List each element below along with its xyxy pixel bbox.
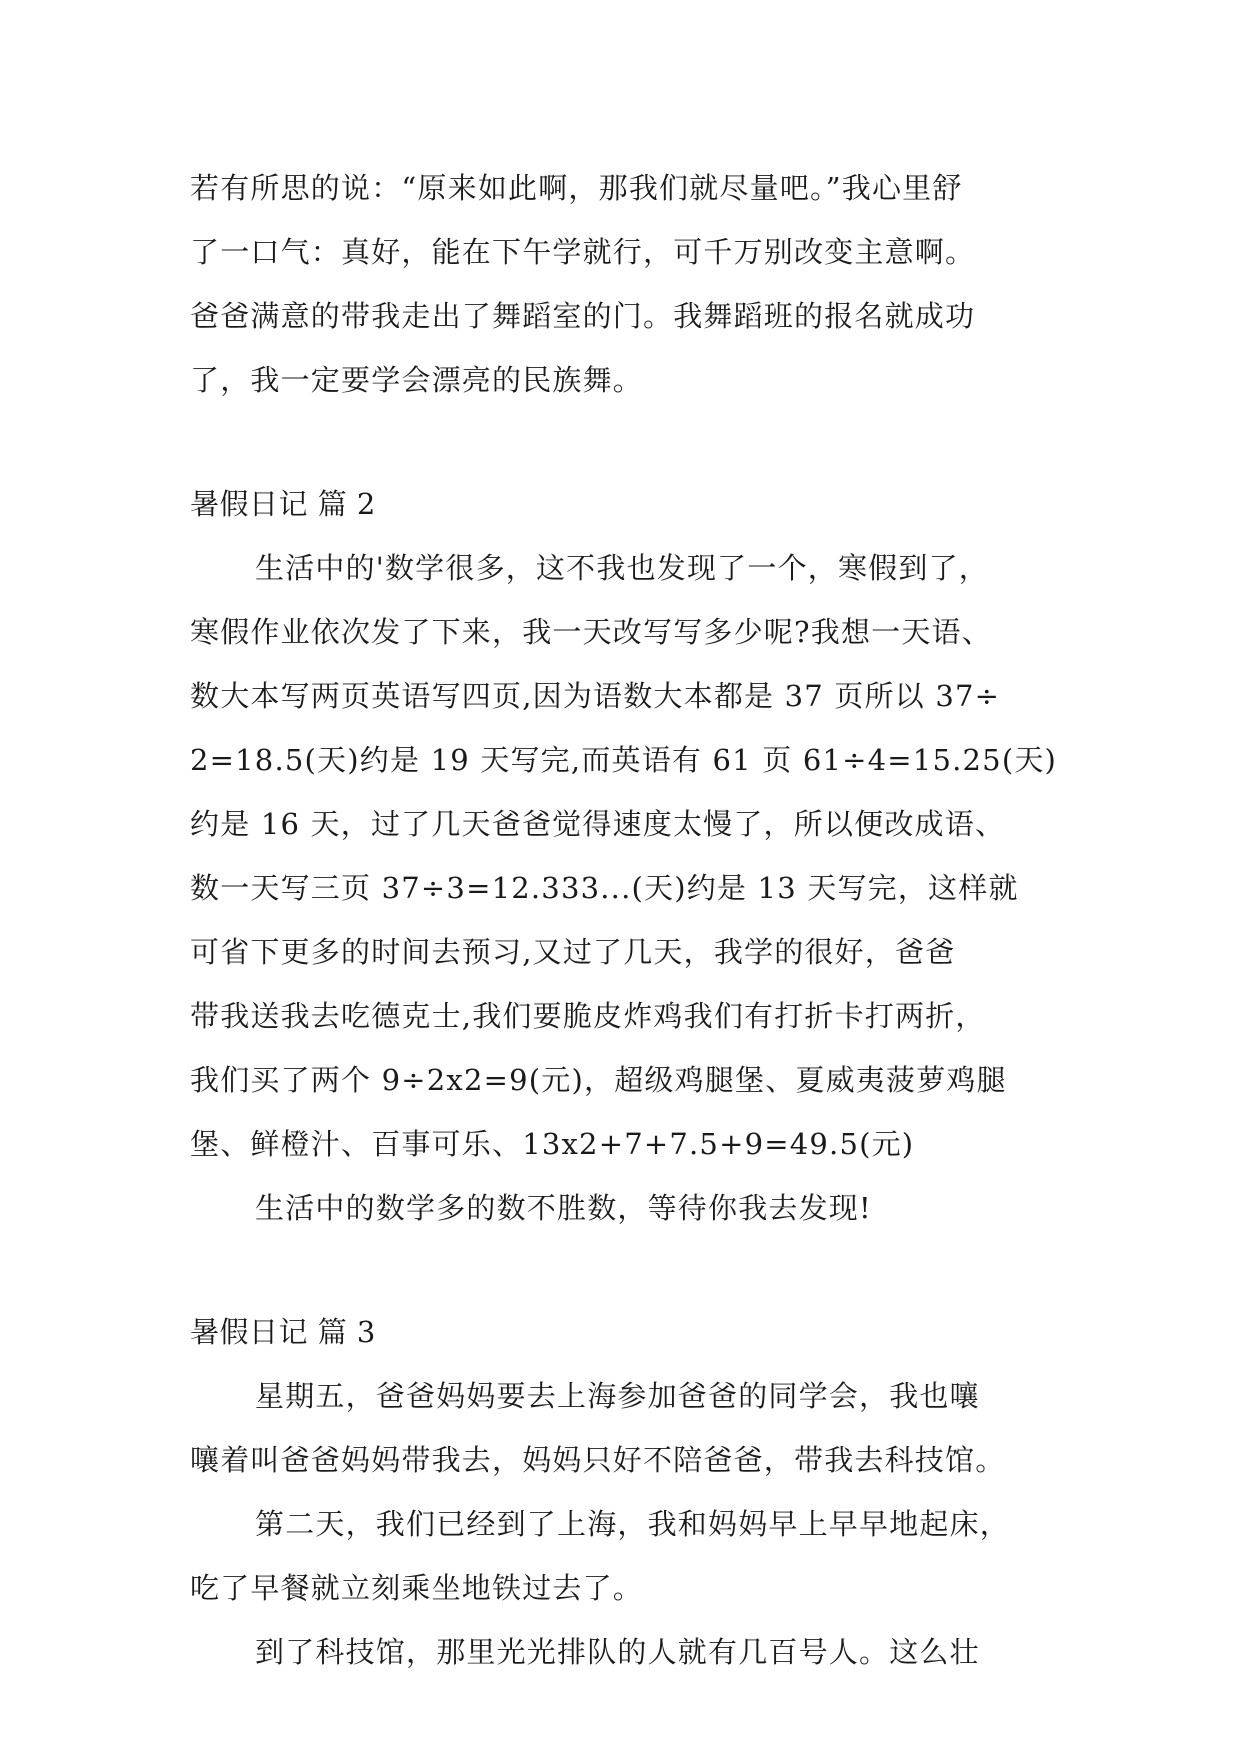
- paragraph-line: 第二天，我们已经到了上海，我和妈妈早上早早地起床，: [255, 1507, 1011, 1541]
- paragraph-line: 星期五，爸爸妈妈要去上海参加爸爸的同学会，我也嚷: [255, 1379, 980, 1413]
- paragraph-line: 我们买了两个 9÷2x2=9(元)，超级鸡腿堡、夏威夷菠萝鸡腿: [190, 1063, 1007, 1097]
- paragraph-line: 2=18.5(天)约是 19 天写完,而英语有 61 页 61÷4=15.25(天): [190, 743, 1058, 777]
- paragraph-line: 到了科技馆，那里光光排队的人就有几百号人。这么壮: [255, 1635, 980, 1669]
- paragraph-line: 生活中的'数学很多，这不我也发现了一个，寒假到了，: [255, 551, 989, 585]
- paragraph-line: 寒假作业依次发了下来，我一天改写写多少呢?我想一天语、: [190, 615, 992, 649]
- paragraph-line: 堡、鲜橙汁、百事可乐、13x2+7+7.5+9=49.5(元): [190, 1127, 915, 1161]
- section-heading: 暑假日记 篇 3: [190, 1315, 376, 1349]
- paragraph-line: 嚷着叫爸爸妈妈带我去，妈妈只好不陪爸爸，带我去科技馆。: [190, 1443, 1006, 1477]
- paragraph-line: 若有所思的说：“原来如此啊，那我们就尽量吧。”我心里舒: [190, 171, 963, 205]
- paragraph-line: 吃了早餐就立刻乘坐地铁过去了。: [190, 1571, 644, 1605]
- paragraph-line: 了，我一定要学会漂亮的民族舞。: [190, 363, 644, 397]
- paragraph-line: 数大本写两页英语写四页,因为语数大本都是 37 页所以 37÷: [190, 679, 1001, 713]
- paragraph-line: 生活中的数学多的数不胜数，等待你我去发现!: [255, 1191, 872, 1225]
- paragraph-line: 数一天写三页 37÷3=12.333...(天)约是 13 天写完，这样就: [190, 871, 1019, 905]
- paragraph-line: 爸爸满意的带我走出了舞蹈室的门。我舞蹈班的报名就成功: [190, 299, 976, 333]
- section-heading: 暑假日记 篇 2: [190, 487, 376, 521]
- paragraph-line: 带我送我去吃德克士,我们要脆皮炸鸡我们有打折卡打两折，: [190, 999, 986, 1033]
- paragraph-line: 了一口气：真好，能在下午学就行，可千万别改变主意啊。: [190, 235, 976, 269]
- paragraph-line: 可省下更多的时间去预习,又过了几天，我学的很好，爸爸: [190, 935, 956, 969]
- paragraph-line: 约是 16 天，过了几天爸爸觉得速度太慢了，所以便改成语、: [190, 807, 1006, 841]
